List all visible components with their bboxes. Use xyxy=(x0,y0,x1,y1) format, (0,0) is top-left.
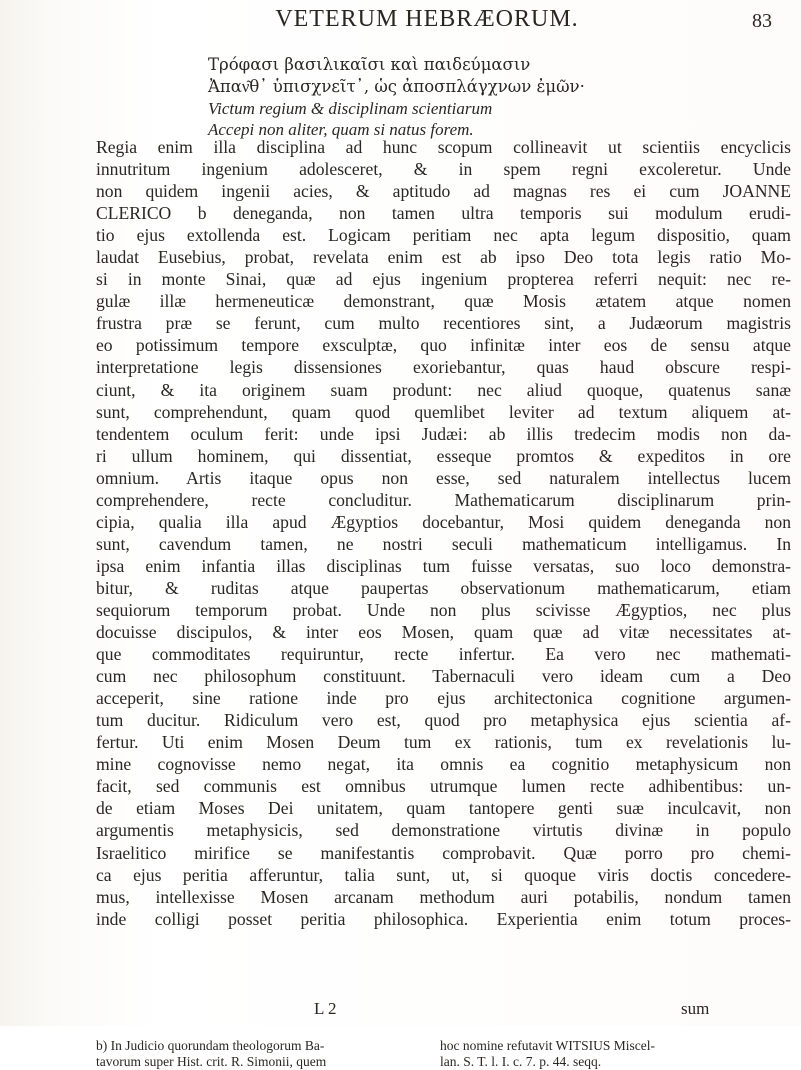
body-line: tum ducitur. Ridiculum vero est, quod pro metaphysica ejus scientia af- xyxy=(96,710,791,731)
footnote-line: hoc nomine refutavit WITSIUS Miscel- xyxy=(440,1038,655,1053)
body-line: tio ejus extollenda est. Logicam peritiam nec apta legum dispositio, quam xyxy=(96,225,791,246)
body-line: acceperit, sine ratione inde pro ejus architectonica cognitione argumen- xyxy=(96,688,791,709)
body-line: gulæ illæ hermeneuticæ demonstrant, quæ Mosis ætatem atque nomen xyxy=(96,291,791,312)
footnote-right-column xyxy=(440,1038,790,1070)
body-line: cum nec philosophum constituunt. Tabernaculi vero ideam cum a Deo xyxy=(96,666,791,687)
body-line: si in monte Sinai, quæ ad ejus ingenium propterea referri nequit: nec re- xyxy=(96,269,791,290)
latin-verse-line-1: Victum regium & disciplinam scientiarum xyxy=(208,99,493,118)
footnote-line: b) In Judicio quorundam theologorum Ba- xyxy=(96,1038,325,1053)
body-line: laudat Eusebius, probat, revelata enim est ab ipso Deo tota legis ratio Mo- xyxy=(96,247,791,268)
body-line: cipia, qualia illa apud Ægyptios docebantur, Mosi quidem deneganda non xyxy=(96,511,791,532)
body-line: de etiam Moses Dei unitatem, quam tantopere genti suæ inculcavit, non xyxy=(96,798,791,819)
body-line: facit, sed communis est omnibus utrumque lumen recte adhibentibus: un- xyxy=(96,776,791,797)
body-line: omnium. Artis itaque opus non esse, sed naturalem intellectus lucem xyxy=(96,467,791,488)
body-line: interpretatione legis dissensiones exoriebantur, quas haud obscure respi- xyxy=(96,357,791,378)
body-line: ri ullum hominem, qui dissentiat, esseque promtos & expeditos in ore xyxy=(96,445,791,466)
main-paragraph xyxy=(96,136,791,930)
body-line: ca ejus peritia afferuntur, talia sunt, ut, si quoque viris doctis concedere- xyxy=(96,864,791,885)
footnote-line: tavorum super Hist. crit. R. Simonii, quem xyxy=(96,1054,327,1069)
greek-verse-line-1: Τρόφασι βασιλικαῖσι καὶ παιδεύμασιν xyxy=(208,55,531,74)
body-line: ciunt, & ita originem suam produnt: nec aliud quoque, quatenus sanæ xyxy=(96,379,791,400)
catchword: sum xyxy=(681,999,710,1018)
body-line: tendentem oculum ferit: unde ipsi Judæi: ab illis tredecim modis non da- xyxy=(96,423,791,444)
body-line: eo potissimum tempore exsculptæ, quo infinitæ inter eos de sensu atque xyxy=(96,335,791,356)
footnote-line: lan. S. T. l. I. c. 7. p. 44. seqq. xyxy=(440,1054,602,1069)
body-line: Regia enim illa disciplina ad hunc scopum collineavit ut scientiis encyclicis xyxy=(96,137,791,157)
signature-mark: L 2 xyxy=(314,999,337,1018)
body-line: que commoditates requiruntur, recte infertur. Ea vero nec mathemati- xyxy=(96,644,791,665)
body-line: docuisse discipulos, & inter eos Mosen, quam quæ ad vitæ necessitates at- xyxy=(96,622,791,643)
greek-verse-line-2: Ἀπαν͂θ᾽ ὑπισχνεῖτ᾽, ὡς ἀποσπλάγχνων ἐμῶν· xyxy=(208,77,585,96)
body-line: inde colligi posset peritia philosophica. Experientia enim totum proces- xyxy=(96,908,791,929)
body-line: argumentis metaphysicis, sed demonstratione virtutis divinæ in populo xyxy=(96,820,791,841)
page-header xyxy=(82,6,772,46)
body-line: sequiorum temporum probat. Unde non plus scivisse Ægyptios, nec plus xyxy=(96,599,791,620)
latin-verse-line-2: Accepi non aliter, quam si natus forem. xyxy=(208,120,474,139)
body-line: sunt, cavendum tamen, ne nostri seculi mathematicum intelligamus. In xyxy=(96,533,791,554)
body-line: frustra præ se ferunt, cum multo recentiores sint, a Judæorum magistris xyxy=(96,313,791,334)
body-line: innutritum ingenium adolesceret, & in spem regni excoleretur. Unde xyxy=(96,159,791,180)
body-line: sunt, comprehendunt, quam quod quemlibet leviter ad textum aliquem at- xyxy=(96,401,791,422)
body-line: ipsa enim infantia illas disciplinas tum fuisse versatas, suo loco demonstra- xyxy=(96,555,791,576)
body-line: Israelitico mirifice se manifestantis comprobavit. Quæ porro pro chemi- xyxy=(96,842,791,863)
page-number: 83 xyxy=(752,10,772,32)
body-line: non quidem ingenii acies, & aptitudo ad magnas res ei cum JOANNE xyxy=(96,181,791,202)
footnote-left-column xyxy=(96,1038,436,1070)
body-line: bitur, & ruditas atque paupertas observationum mathematicarum, etiam xyxy=(96,577,791,598)
body-line: mine cognovisse nemo negat, ita omnis ea cognitio metaphysicum non xyxy=(96,754,791,775)
body-line: mus, intellexisse Mosen arcanam methodum auri potabilis, nondum tamen xyxy=(96,886,791,907)
running-title: VETERUM HEBRÆORUM. xyxy=(275,6,579,32)
body-line: CLERICO b deneganda, non tamen ultra temporis sui modulum erudi- xyxy=(96,203,791,224)
body-line: fertur. Uti enim Mosen Deum tum ex rationis, tum ex revelationis lu- xyxy=(96,732,791,753)
body-line: comprehendere, recte concluditur. Mathematicarum disciplinarum prin- xyxy=(96,489,791,510)
